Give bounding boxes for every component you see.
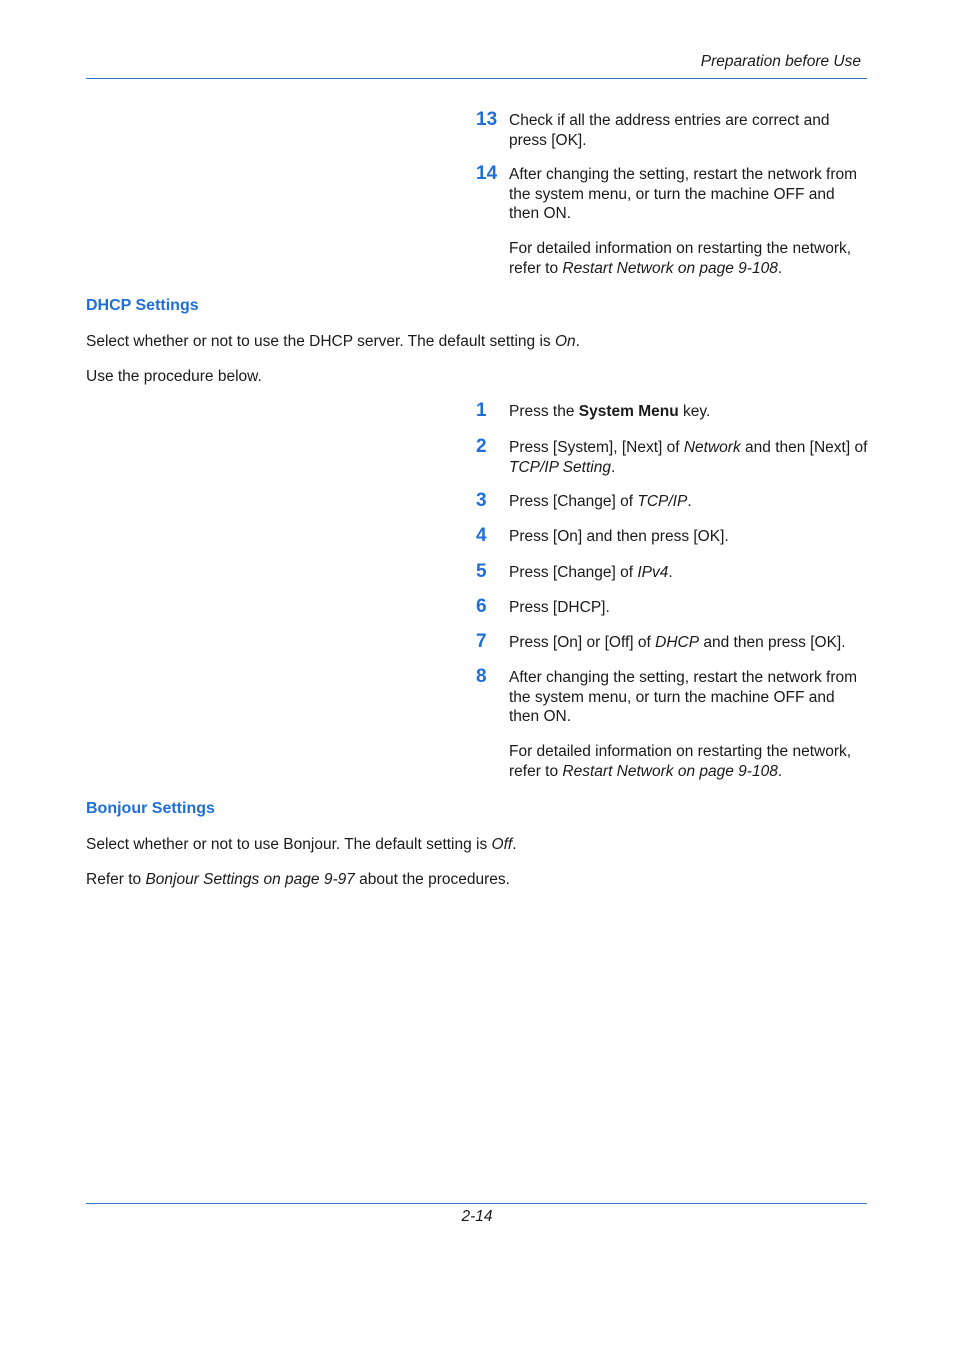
text-segment: . <box>777 762 783 780</box>
step-note <box>509 239 869 278</box>
text-segment: about the procedures. <box>354 871 510 888</box>
step-number: 5 <box>476 561 487 582</box>
cross-reference <box>86 870 510 890</box>
text-segment: Press [Change] of <box>509 564 638 581</box>
text-segment: Restart Network on page 9-108 <box>562 762 778 780</box>
step-text <box>509 165 869 224</box>
text-segment: Network <box>683 439 741 456</box>
text-segment: Press the <box>509 403 579 420</box>
step-text <box>509 527 869 547</box>
text-segment: . <box>512 836 517 853</box>
step-text <box>509 111 869 150</box>
footer-rule <box>86 1203 867 1204</box>
step-number: 2 <box>476 436 487 457</box>
step-number: 7 <box>476 631 487 652</box>
step-number: 13 <box>476 109 498 130</box>
text-segment: Bonjour Settings on page 9-97 <box>145 871 355 888</box>
section-heading-bonjour: Bonjour Settings <box>86 800 215 817</box>
section-intro-dhcp <box>86 332 580 352</box>
step-text <box>509 668 869 727</box>
text-segment: Press [On] or [Off] of <box>509 634 656 651</box>
text-segment: Press [Change] of <box>509 493 638 510</box>
step-note <box>509 742 869 781</box>
text-segment: After changing the setting, restart the network from the system menu, or turn the machine OFF and then ON. <box>509 166 858 222</box>
text-segment: Select whether or not to use the DHCP server. The default setting is <box>86 333 555 350</box>
header-rule <box>86 78 867 79</box>
text-segment: System Menu <box>578 403 679 420</box>
text-segment: Select whether or not to use Bonjour. The default setting is <box>86 836 492 853</box>
text-segment: After changing the setting, restart the network from the system menu, or turn the machine OFF and then ON. <box>509 669 858 725</box>
step-number: 4 <box>476 525 487 546</box>
section-intro-bonjour <box>86 835 517 855</box>
step-text <box>509 598 869 618</box>
text-segment: Refer to <box>86 871 146 888</box>
text-segment: On <box>554 333 576 350</box>
step-number: 8 <box>476 666 487 687</box>
text-segment: DHCP <box>655 634 700 651</box>
section-heading-dhcp: DHCP Settings <box>86 297 199 314</box>
text-segment: . <box>610 458 616 476</box>
text-segment: TCP/IP <box>637 493 688 510</box>
step-text <box>509 492 869 512</box>
step-number: 3 <box>476 490 487 511</box>
step-number: 6 <box>476 596 487 617</box>
procedure-label: Use the procedure below. <box>86 368 262 385</box>
step-text <box>509 563 869 583</box>
step-number: 14 <box>476 163 498 184</box>
text-segment: IPv4 <box>637 564 669 581</box>
text-segment: and then press [OK]. <box>699 634 846 651</box>
text-segment: Off <box>491 836 513 853</box>
running-header: Preparation before Use <box>700 53 861 70</box>
step-text <box>509 402 869 422</box>
text-segment: . <box>687 493 692 510</box>
text-segment: key. <box>678 403 711 420</box>
text-segment: TCP/IP Setting <box>509 458 611 476</box>
page-number: 2-14 <box>461 1208 493 1225</box>
text-segment: . <box>668 564 673 581</box>
step-text <box>509 438 869 477</box>
step-text <box>509 633 869 653</box>
text-segment: Press [On] and then press [OK]. <box>509 528 729 545</box>
text-segment: Press [DHCP]. <box>509 599 610 616</box>
text-segment: . <box>777 259 783 277</box>
text-segment: . <box>575 333 580 350</box>
text-segment: Check if all the address entries are correct and press [OK]. <box>509 112 830 149</box>
text-segment: Restart Network on page 9-108 <box>562 259 778 277</box>
text-segment: For detailed information on restarting the network, refer to <box>509 743 852 780</box>
step-number: 1 <box>476 400 487 421</box>
text-segment: For detailed information on restarting the network, refer to <box>509 240 852 277</box>
text-segment: and then [Next] of <box>740 439 868 456</box>
text-segment: Press [System], [Next] of <box>509 439 684 456</box>
